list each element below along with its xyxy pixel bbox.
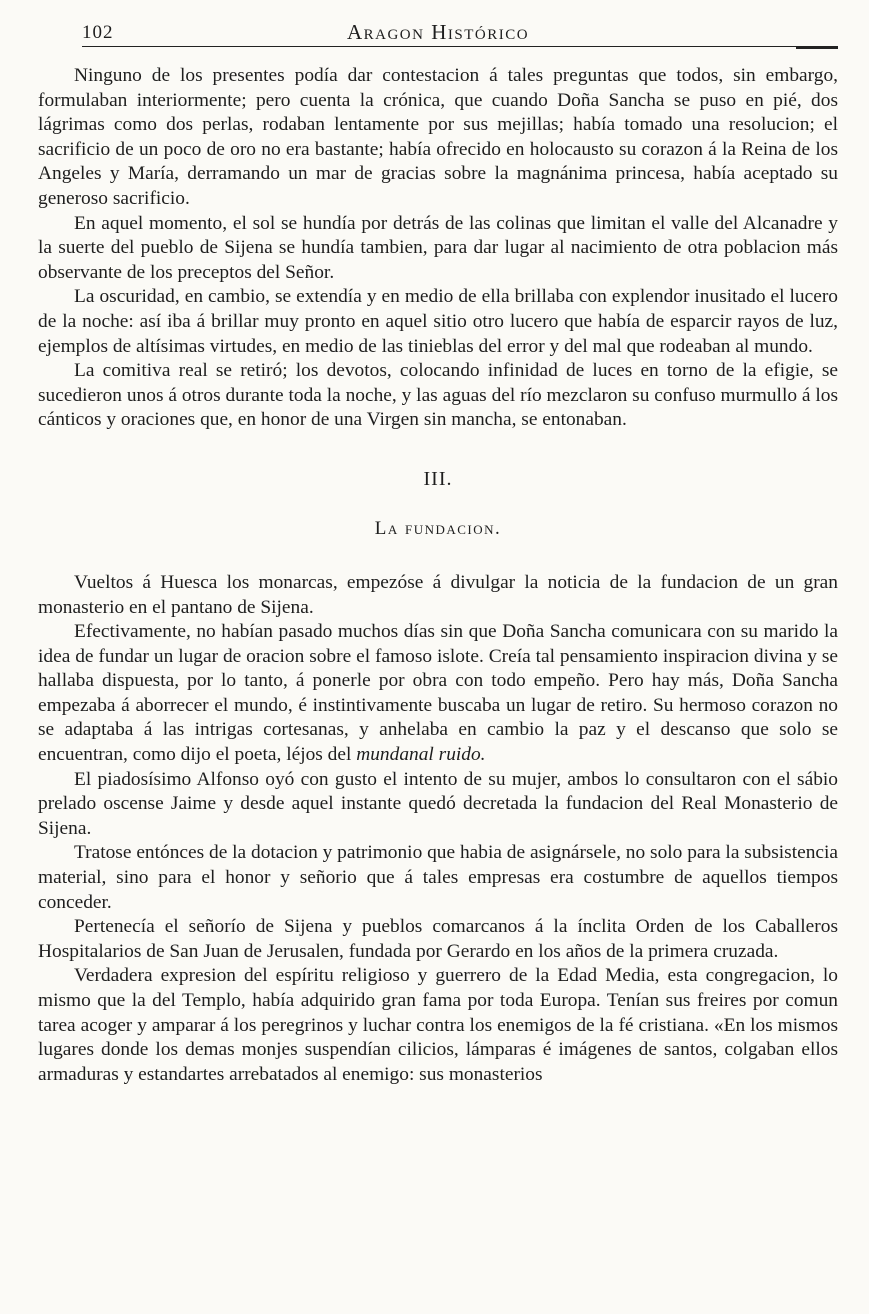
italic-phrase: mundanal ruido. bbox=[356, 744, 486, 766]
section-number: III. bbox=[423, 467, 453, 490]
paragraph bbox=[38, 620, 838, 768]
paragraph: Tratose entónces de la dotacion y patrimonio que habia de asignársele, no solo para la subsistencia material, sino para el honor y señorio que á tales empresas era costumbre de aquellos tiempos conceder. bbox=[38, 842, 838, 913]
paragraph: Vueltos á Huesca los monarcas, empezóse á divulgar la noticia de la fundacion de un gran monasterio en el pantano de Sijena. bbox=[38, 571, 838, 618]
book-page bbox=[38, 0, 838, 1314]
paragraph: La oscuridad, en cambio, se extendía y en medio de ella brillaba con explendor inusitado el lucero de la noche: así iba á brillar muy pronto en aquel sitio otro lucero que había de esparcir rayos de luz, ejemplos de altísimas virtudes, en medio de las tinieblas del error y del mal que rodeaban al mundo. bbox=[38, 286, 838, 357]
running-head bbox=[38, 18, 838, 64]
body-text bbox=[38, 64, 838, 1087]
paragraph: Ninguno de los presentes podía dar contestacion á tales preguntas que todos, sin embargo, formulaban interiormente; pero cuenta la crónica, que cuando Doña Sancha se puso en pié, dos lágrimas como dos perlas, rodaban lentamente por sus mejillas; había tomado una resolucion; el sacrificio de un poco de oro no era bastante; había ofrecido en holocausto su corazon á la Reina de los Angeles y María, derramando un mar de gracias sobre la magnánima princesa, había aceptado su generoso sacrificio. bbox=[38, 65, 838, 209]
paragraph: Pertenecía el señorío de Sijena y pueblos comarcanos á la ínclita Orden de los Caballeros Hospitalarios de San Juan de Jerusalen, fundada por Gerardo en los años de la primera cruzada. bbox=[38, 916, 838, 962]
header-rule-end bbox=[796, 46, 838, 49]
running-title: Aragon Histórico bbox=[346, 20, 530, 44]
paragraph-text: Efectivamente, no habían pasado muchos días sin que Doña Sancha comunicara con su marido la idea de fundar un lugar de oracion sobre el famoso islote. Creía tal pensamiento inspiracion divina y se hallaba dispuesta, por lo tanto, á ponerle por obra con todo empeño. Pero hay más, Doña Sancha empezaba á aborrecer el mundo, é instintivamente buscaba un lugar de retiro. Su hermoso corazon no se adaptaba á las intrigas cortesanas, y anhelaba en cambio la paz y el descanso que solo se encuentran, como dijo el poeta, léjos del bbox=[38, 621, 838, 766]
page-number: 102 bbox=[82, 22, 114, 43]
paragraph: En aquel momento, el sol se hundía por detrás de las colinas que limitan el valle del Alcanadre y la suerte del pueblo de Sijena se hundía tambien, para dar lugar al nacimiento de otra poblacion más observante de los preceptos del Señor. bbox=[38, 212, 838, 283]
paragraph: El piadosísimo Alfonso oyó con gusto el intento de su mujer, ambos lo consultaron con el sábio prelado oscense Jaime y desde aquel instante quedó decretada la fundacion del Real Monasterio de Sijena. bbox=[38, 768, 838, 839]
header-rule bbox=[82, 46, 838, 47]
paragraph: La comitiva real se retiró; los devotos, colocando infinidad de luces en torno de la efigie, se sucedieron unos á otros durante toda la noche, y las aguas del río mezclaron su confuso murmullo á los cánticos y oraciones que, en honor de una Virgen sin mancha, se entonaban. bbox=[38, 360, 838, 431]
section-title: La fundacion. bbox=[374, 517, 502, 539]
paragraph: Verdadera expresion del espíritu religioso y guerrero de la Edad Media, esta congregacion, lo mismo que la del Templo, había adquirido gran fama por toda Europa. Tenían sus freires por comun tarea acoger y amparar á los peregrinos y luchar contra los enemigos de la fé cristiana. «En los mismos lugares donde los demas monjes suspendían cilicios, lámparas é imágenes de santos, colgaban ellos armaduras y estandartes arrebatados al enemigo: sus monasterios bbox=[38, 965, 838, 1085]
